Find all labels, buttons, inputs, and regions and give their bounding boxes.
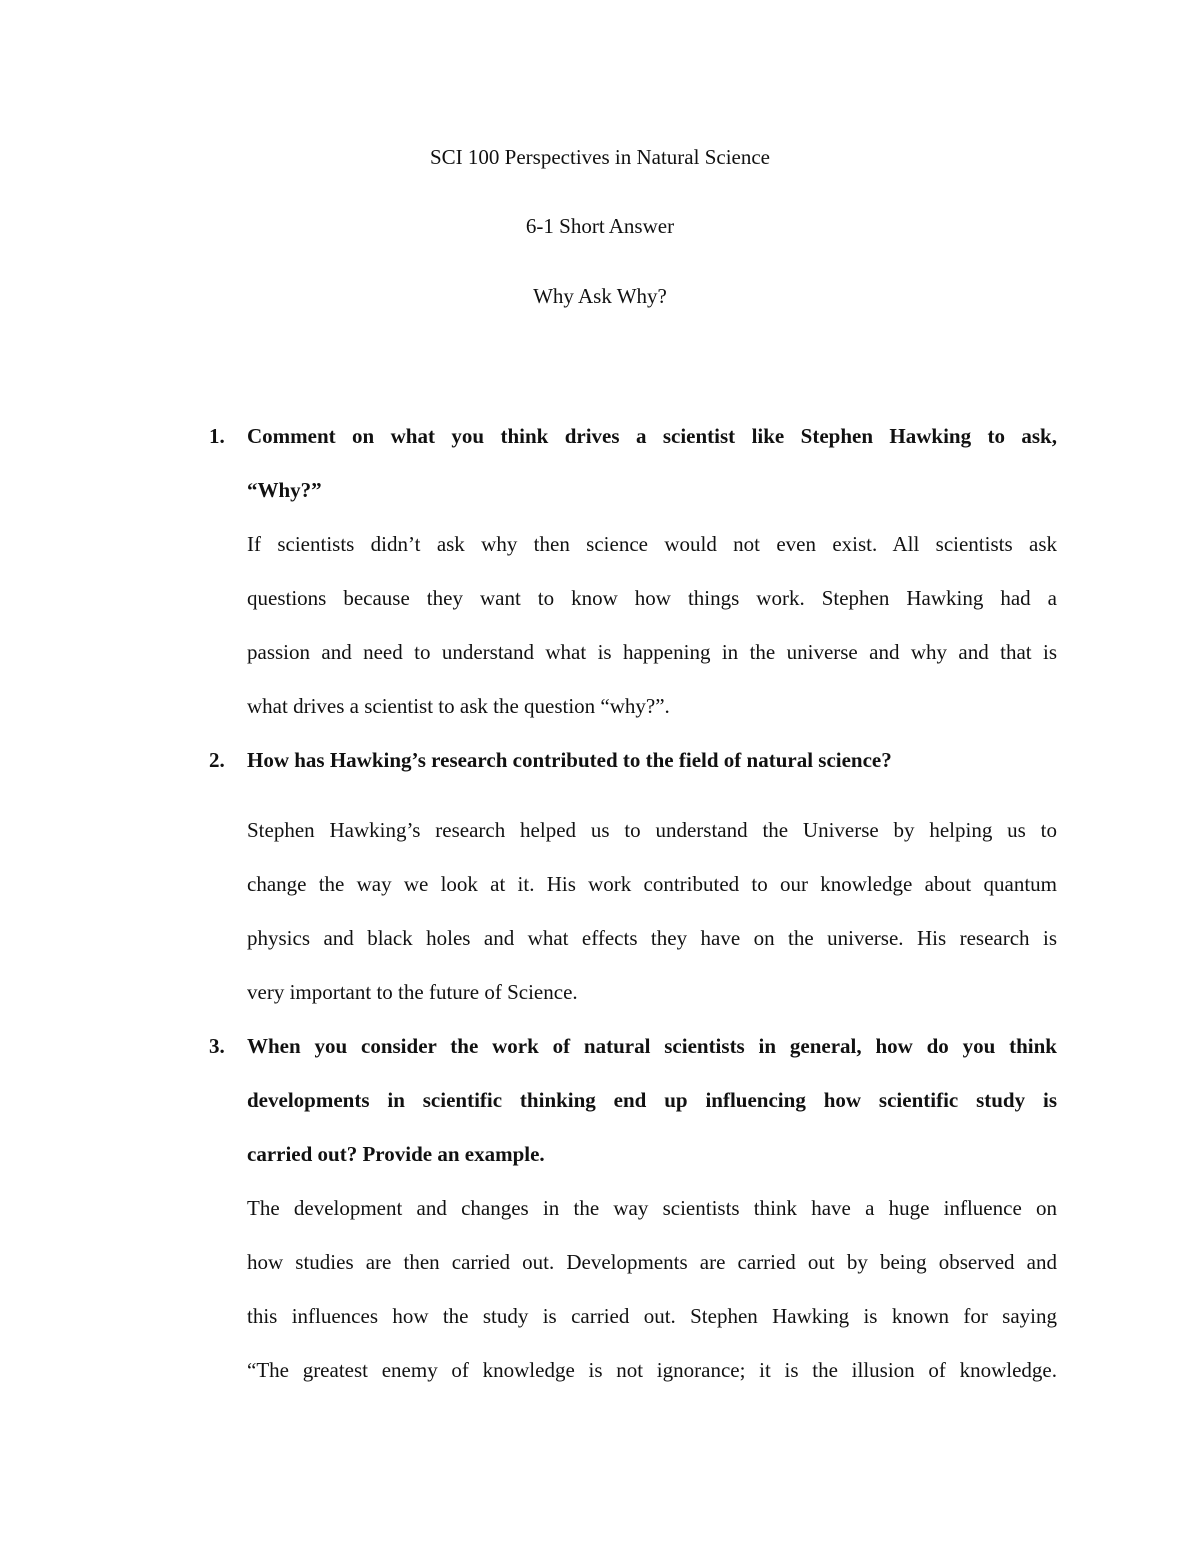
question-text: How has Hawking’s research contributed to the field of natural science? (247, 748, 892, 772)
question-text: carried out? Provide an example. (247, 1142, 545, 1166)
answer-text: “The greatest enemy of knowledge is not ignorance; it is the illusion of knowledge. (247, 1358, 1057, 1382)
answer-text: If scientists didn’t ask why then science would not even exist. All scientists ask (247, 532, 1057, 556)
answer-text: passion and need to understand what is happening in the universe and why and that is (247, 640, 1057, 664)
question-text: When you consider the work of natural scientists in general, how do you think (247, 1034, 1057, 1058)
answer-text: very important to the future of Science. (247, 980, 578, 1004)
assignment-title: 6-1 Short Answer (525, 214, 675, 238)
question-text: developments in scientific thinking end up influencing how scientific study is (247, 1088, 1057, 1112)
course-title: SCI 100 Perspectives in Natural Science (430, 145, 770, 169)
answer-text: change the way we look at it. His work contributed to our knowledge about quantum (247, 872, 1057, 896)
answer-text: physics and black holes and what effects they have on the universe. His research is (247, 926, 1057, 950)
answer-text: questions because they want to know how things work. Stephen Hawking had a (247, 586, 1057, 610)
question-number: 1. (209, 424, 225, 448)
question-number: 2. (209, 748, 225, 772)
answer-text: how studies are then carried out. Developments are carried out by being observed and (247, 1250, 1057, 1274)
document-title: Why Ask Why? (533, 284, 667, 308)
answer-text: this influences how the study is carried out. Stephen Hawking is known for saying (247, 1304, 1057, 1328)
question-number: 3. (209, 1034, 225, 1058)
answer-text: what drives a scientist to ask the question “why?”. (247, 694, 670, 718)
answer-text: The development and changes in the way scientists think have a huge influence on (247, 1196, 1057, 1220)
question-text: Comment on what you think drives a scientist like Stephen Hawking to ask, (247, 424, 1057, 448)
answer-text: Stephen Hawking’s research helped us to understand the Universe by helping us to (247, 818, 1057, 842)
question-text: “Why?” (247, 478, 322, 502)
